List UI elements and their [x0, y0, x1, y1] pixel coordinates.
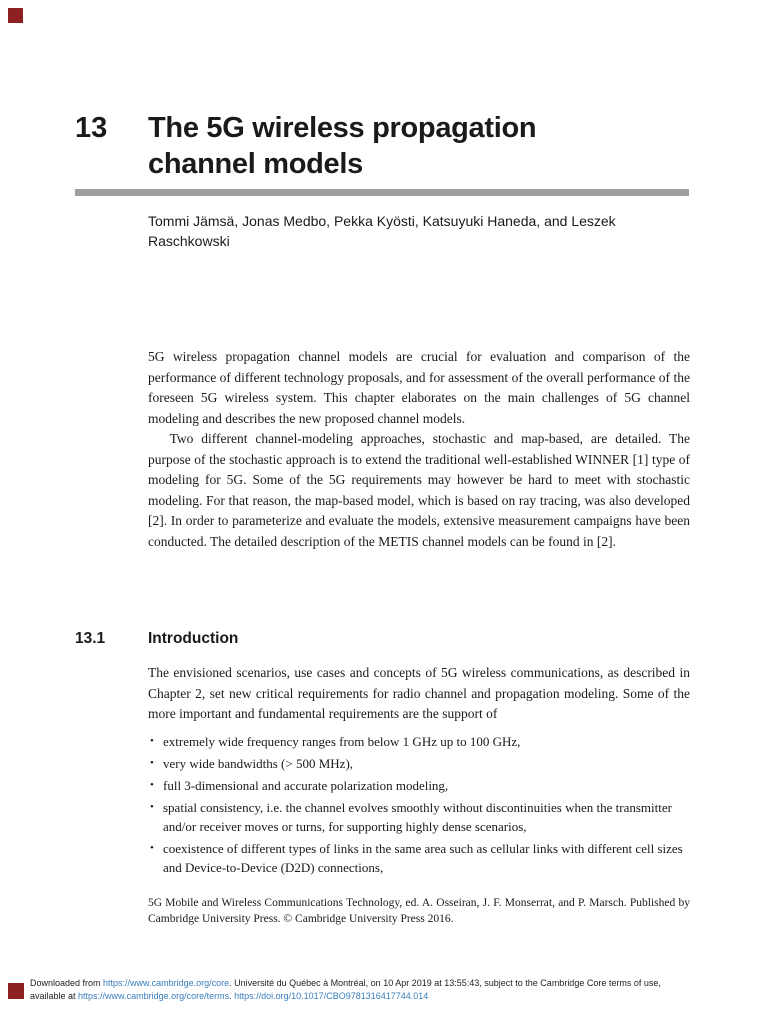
list-item: [148, 754, 690, 773]
red-corner-marker-bottom: [8, 983, 24, 999]
requirements-list: [148, 732, 690, 877]
authors-line: Tommi Jämsä, Jonas Medbo, Pekka Kyösti, Katsuyuki Haneda, and Leszek Raschkowski: [148, 213, 616, 249]
abstract-paragraph-2: Two different channel-modeling approaches, stochastic and map-based, are detailed. The purpose of the stochastic approach is to extend the traditional well-established WINNER [1] type of modeling for 5G. Some of the 5G requirements may however be hard to meet with stochastic modeling. For that reason, the map-based model, which is based on ray tracing, was also developed [2]. In order to parameterize and evaluate the models, extensive measurement campaigns have been conducted. The detailed description of the METIS channel models can be found in [2].: [148, 431, 690, 549]
download-prefix-text: Downloaded from: [30, 978, 104, 988]
available-at-text: available at: [30, 990, 79, 1001]
introduction-paragraph: The envisioned scenarios, use cases and concepts of 5G wireless communications, as described in Chapter 2, set new critical requirements for radio channel and propagation modeling. Some of the more important and fundamental requirements are the support of: [148, 665, 690, 721]
abstract-block: [148, 347, 690, 552]
download-middle-text: . Université du Québec à Montréal, on 10 Apr 2019 at 13:55:43, subject to the Cambridge Core terms of use,: [229, 978, 661, 988]
bullet-icon: •: [150, 778, 154, 791]
section-title: Introduction: [148, 630, 239, 647]
list-item-text: extremely wide frequency ranges from below 1 GHz up to 100 GHz,: [163, 733, 521, 749]
core-terms-link[interactable]: https://www.cambridge.org/core/terms: [78, 990, 230, 1001]
bullet-icon: •: [150, 841, 154, 854]
download-notice: [30, 977, 760, 1002]
abstract-paragraph-1: 5G wireless propagation channel models are crucial for evaluation and comparison of the performance of different technology proposals, and for assessment of the overall performance of the foreseen 5G wireless system. This chapter elaborates on the main challenges of 5G channel modeling and describes the new proposed channel models.: [148, 349, 690, 426]
introduction-block: [148, 663, 690, 880]
publication-footnote: 5G Mobile and Wireless Communications Technology, ed. A. Osseiran, J. F. Monserrat, and P. Marsch. Published by Cambridge University Press. © Cambridge University Press 2016.: [148, 897, 690, 925]
doi-link[interactable]: https://doi.org/10.1017/CBO9781316417744.014: [234, 990, 429, 1001]
title-divider-rule: [75, 189, 689, 196]
list-item: [148, 732, 690, 751]
cambridge-core-link[interactable]: https://www.cambridge.org/core: [103, 978, 230, 988]
chapter-heading: [75, 110, 608, 182]
list-item-text: coexistence of different types of links in the same area such as cellular links with different cell sizes and Device-to-Device (D2D) connections,: [163, 840, 683, 875]
list-item-text: spatial consistency, i.e. the channel evolves smoothly without discontinuities when the transmitter and/or receiver moves or turns, for supporting highly dense scenarios,: [163, 799, 672, 834]
chapter-title: The 5G wireless propagation channel models: [148, 112, 537, 180]
list-item-text: full 3-dimensional and accurate polarization modeling,: [163, 777, 449, 793]
list-item-text: very wide bandwidths (> 500 MHz),: [163, 755, 354, 771]
bullet-icon: •: [150, 756, 154, 769]
bullet-icon: •: [150, 734, 154, 747]
red-corner-marker-top: [8, 8, 23, 23]
section-heading: [75, 629, 238, 649]
bullet-icon: •: [150, 800, 154, 813]
list-item: [148, 798, 690, 836]
separator-text: .: [229, 990, 235, 1001]
section-number: 13.1: [75, 630, 106, 647]
chapter-number: 13: [75, 112, 108, 144]
list-item: [148, 839, 690, 877]
list-item: [148, 776, 690, 795]
